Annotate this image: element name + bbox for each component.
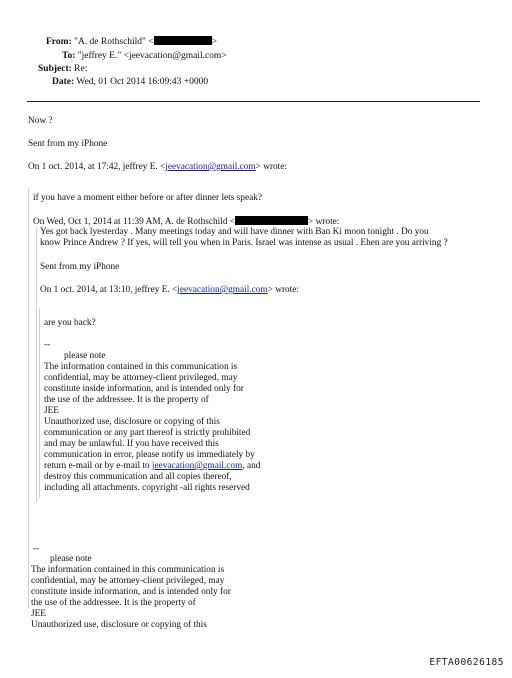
disclaimer-line: please note — [64, 351, 106, 361]
quote-header-2: On Wed, Oct 1, 2014 at 11:39 AM, A. de Rothschild < > wrote: — [33, 217, 340, 227]
disclaimer-line: confidential, may be attorney-client privileged, may — [31, 576, 225, 586]
subject-value: Re: — [74, 64, 88, 74]
are-you-back-line: are you back? — [44, 318, 96, 328]
quote-bar-2 — [36, 227, 37, 502]
disclaimer-line: the use of the addressee. It is the property of — [31, 598, 196, 608]
disclaimer-line: the use of the addressee. It is the property of — [44, 395, 209, 405]
disclaimer-line: including all attachments. copyright -all rights reserved — [44, 483, 250, 493]
disclaimer-line: Unauthorized use, disclosure or copying of this — [31, 620, 207, 630]
sent-from-iphone-2: Sent from my iPhone — [40, 262, 120, 272]
disclaimer-line: JEE — [44, 406, 59, 416]
disclaimer-line: please note — [50, 554, 92, 564]
disclaimer-line: Unauthorized use, disclosure or copying of this — [44, 417, 220, 427]
document-id: EFTA00626185 — [429, 657, 504, 668]
signature-dash-2: -- — [33, 544, 40, 554]
disclaimer-line: communication or any part thereof is strictly prohibited — [44, 428, 251, 438]
disclaimer-line: The information contained in this communication is — [44, 362, 238, 372]
to-label: To: — [62, 51, 76, 61]
disclaimer-email-line: return e-mail or by e-mail to jeevacation@gmail.com, and — [44, 461, 261, 471]
disclaimer-line: destroy this communication and all copies thereof, — [44, 472, 232, 482]
from-value: "A. de Rothschild" < — [74, 37, 154, 47]
now-line: Now ? — [28, 116, 53, 126]
disclaimer-line: JEE — [31, 609, 46, 619]
email-link-3[interactable]: jeevacation@gmail.com — [151, 461, 243, 471]
reply-line-2: know Prince Andrew ? If yes, will tell you when in Paris. Israel was intense as usual . Ehen are you arriving ? — [40, 238, 448, 248]
from-label: From: — [46, 37, 72, 47]
signature-dash-1: -- — [44, 340, 51, 350]
header-date — [52, 76, 208, 89]
from-tail: > — [211, 37, 218, 47]
subject-label: Subject: — [38, 64, 72, 74]
header-subject — [38, 63, 87, 76]
redaction-bar — [235, 216, 308, 225]
header-to — [62, 50, 227, 63]
to-value: "jeffrey E." <jeevacation@gmail.com> — [77, 51, 227, 61]
quote-bar-1 — [28, 188, 29, 608]
disclaimer-line: The information contained in this communication is — [31, 565, 225, 575]
sent-from-iphone-1: Sent from my iPhone — [28, 139, 108, 149]
date-value: Wed, 01 Oct 2014 16:09:43 +0000 — [76, 77, 209, 87]
quote-header-1: On 1 oct. 2014, at 17:42, jeffrey E. <jeevacation@gmail.com> wrote: — [28, 162, 287, 172]
date-label: Date: — [52, 77, 75, 87]
disclaimer-line: communication in error, please notify us immediately by — [44, 450, 255, 460]
disclaimer-line: and may be unlawful. If you have received this — [44, 439, 219, 449]
redaction-bar — [154, 36, 212, 45]
disclaimer-line: constitute inside information, and is intended only for — [44, 384, 244, 394]
disclaimer-line: constitute inside information, and is intended only for — [31, 587, 231, 597]
header-from — [46, 36, 217, 49]
email-link-2[interactable]: jeevacation@gmail.com — [177, 285, 268, 295]
quote-bar-3 — [39, 308, 40, 498]
moment-line: if you have a moment either before or after dinner lets speak? — [33, 193, 262, 203]
disclaimer-line: confidential, may be attorney-client privileged, may — [44, 373, 238, 383]
header-divider — [27, 101, 480, 102]
reply-line-1: Yes got back lyesterday . Many meetings today and will have dinner with Ban Ki moon tonight . Do you — [40, 227, 429, 237]
quote-header-3: On 1 oct. 2014, at 13:10, jeffrey E. <jeevacation@gmail.com> wrote: — [40, 285, 299, 295]
email-link-1[interactable]: jeevacation@gmail.com — [165, 162, 256, 172]
